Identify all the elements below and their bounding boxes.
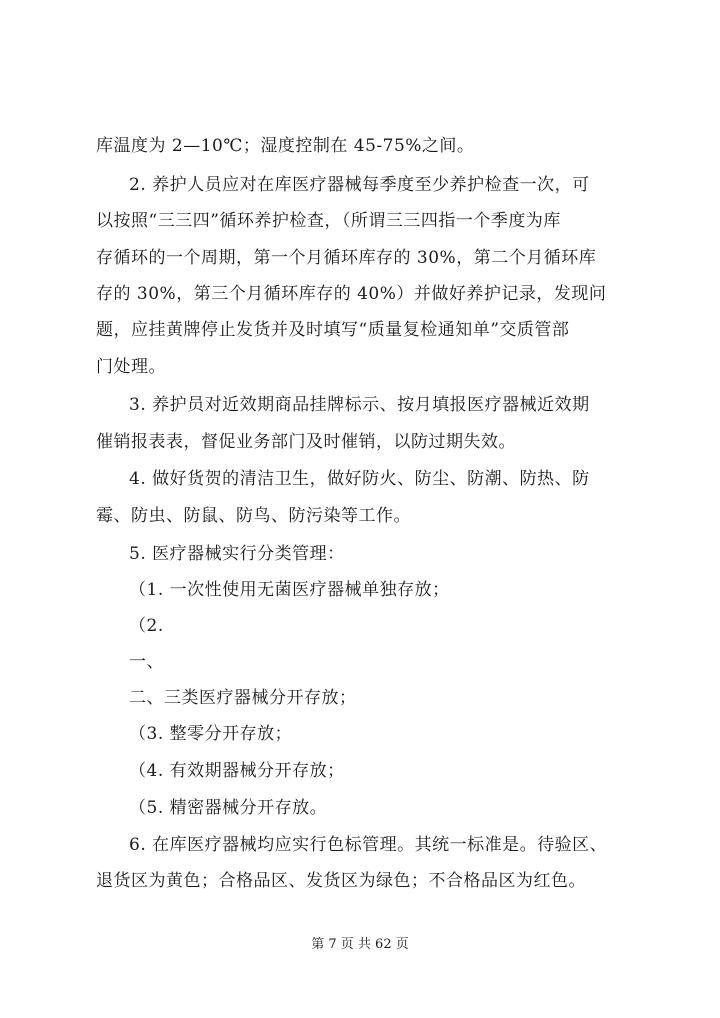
paragraph-line: 二、三类医疗器械分开存放； <box>129 688 357 708</box>
paragraph-line: （5. 精密器械分开存放。 <box>129 798 328 818</box>
page-number-footer: 第 7 页 共 62 页 <box>311 937 409 952</box>
paragraph-line: 题，应挂黄牌停止发货并及时填写“质量复检通知单”交质管部 <box>96 320 570 340</box>
paragraph-line: 3. 养护员对近效期商品挂牌标示、按月填报医疗器械近效期 <box>129 395 590 415</box>
paragraph-line: 4. 做好货贺的清洁卫生，做好防火、防尘、防潮、防热、防 <box>129 469 590 489</box>
paragraph-line: （3. 整零分开存放； <box>129 724 293 744</box>
paragraph-line: 6. 在库医疗器械均应实行色标管理。其统一标准是。待验区、 <box>129 835 608 855</box>
paragraph-line: 库温度为 2—10℃；湿度控制在 45-75%之间。 <box>96 136 475 156</box>
paragraph-line: 5. 医疗器械实行分类管理： <box>129 544 345 564</box>
paragraph-line: （4. 有效期器械分开存放； <box>129 761 345 781</box>
paragraph-line: （2. <box>129 616 164 636</box>
paragraph-line: 一、 <box>129 652 164 672</box>
paragraph-line: 存的 30%，第三个月循环库存的 40%）并做好养护记录，发现问 <box>96 284 607 304</box>
paragraph-line: 催销报表表，督促业务部门及时催销，以防过期失效。 <box>96 432 516 452</box>
paragraph-line: 霉、防虫、防鼠、防鸟、防污染等工作。 <box>96 506 411 526</box>
paragraph-line: 2. 养护人员应对在库医疗器械每季度至少养护检查一次，可 <box>129 175 590 195</box>
paragraph-line: （1. 一次性使用无菌医疗器械单独存放； <box>129 580 450 600</box>
paragraph-line: 存循环的一个周期，第一个月循环库存的 30%，第二个月循环库 <box>96 248 597 268</box>
paragraph-line: 以按照“三三四”循环养护检查，（所谓三三四指一个季度为库 <box>96 211 561 231</box>
paragraph-line: 退货区为黄色；合格品区、发货区为绿色；不合格品区为红色。 <box>96 871 586 891</box>
paragraph-line: 门处理。 <box>96 357 166 377</box>
